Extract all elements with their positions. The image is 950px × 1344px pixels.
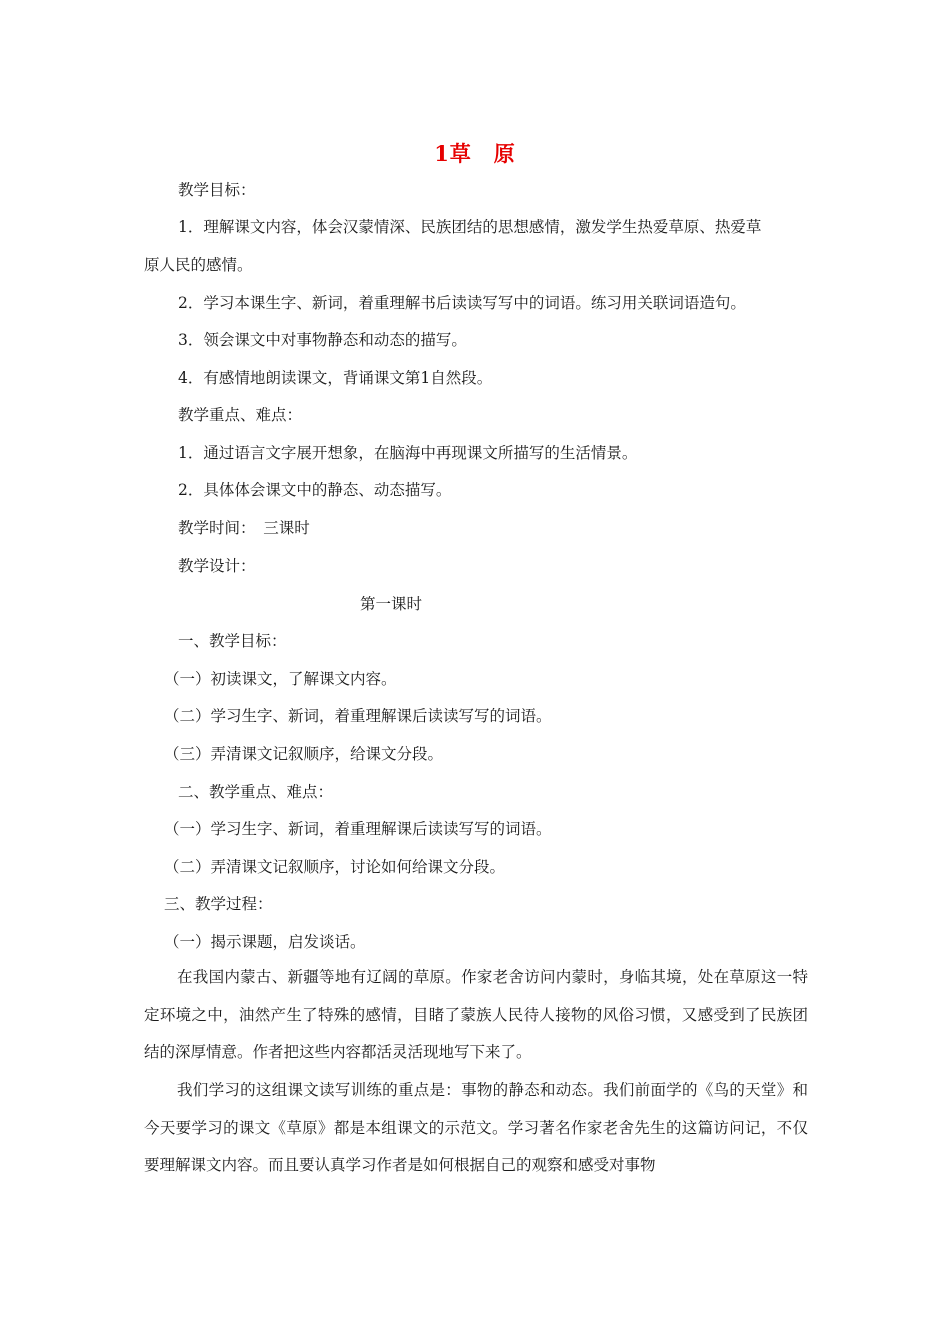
section-key-point-2: （二）弄清课文记叙顺序，讨论如何给课文分段。: [164, 858, 506, 876]
paragraph-1: 在我国内蒙古、新疆等地有辽阔的草原。作家老舍访问内蒙时，身临其境，处在草原这一特定环境之中，油然产生了特殊的感情，目睹了蒙族人民待人接物的风俗习惯，又感受到了民族团结的深厚情意。作者把这些内容都活灵活现地写下来了。: [144, 968, 808, 1061]
key-point-2: 2．具体体会课文中的静态、动态描写。: [178, 481, 452, 499]
objective-item-4: 4．有感情地朗读课文，背诵课文第1自然段。: [178, 369, 493, 387]
section-objective-1: （一）初读课文，了解课文内容。: [164, 670, 397, 688]
section-process: 三、教学过程：: [164, 895, 273, 913]
objective-item-3: 3．领会课文中对事物静态和动态的描写。: [178, 331, 467, 349]
key-points-heading: 教学重点、难点：: [178, 406, 303, 424]
objective-item-1-cont: 原人民的感情。: [144, 256, 253, 274]
section-objective-2: （二）学习生字、新词，着重理解课后读读写写的词语。: [164, 707, 552, 725]
objectives-heading: 教学目标：: [178, 181, 256, 199]
section-objective-3: （三）弄清课文记叙顺序，给课文分段。: [164, 745, 444, 763]
section-key-point-1: （一）学习生字、新词，着重理解课后读读写写的词语。: [164, 820, 552, 838]
teaching-design-heading: 教学设计：: [178, 557, 256, 575]
paragraph-2: 我们学习的这组课文读写训练的重点是：事物的静态和动态。我们前面学的《鸟的天堂》和今天要学习的课文《草原》都是本组课文的示范文。学习著名作家老舍先生的这篇访问记，不仅要理解课文内容。而且要认真学习作者是如何根据自己的观察和感受对事物: [144, 1081, 808, 1174]
page-title: 1草 原: [434, 141, 516, 166]
section-objectives: 一、教学目标：: [178, 632, 287, 650]
objective-item-1: 1．理解课文内容，体会汉蒙情深、民族团结的思想感情，激发学生热爱草原、热爱草: [178, 218, 762, 236]
key-point-1: 1．通过语言文字展开想象，在脑海中再现课文所描写的生活情景。: [178, 444, 638, 462]
objective-item-2: 2．学习本课生字、新词，着重理解书后读读写写中的词语。练习用关联词语造句。: [178, 294, 746, 312]
lesson-one-heading: 第一课时: [360, 595, 423, 613]
process-step-1: （一）揭示课题，启发谈话。: [164, 933, 366, 951]
teaching-time: 教学时间： 三课时: [178, 519, 310, 537]
section-key-points: 二、教学重点、难点：: [178, 783, 334, 801]
